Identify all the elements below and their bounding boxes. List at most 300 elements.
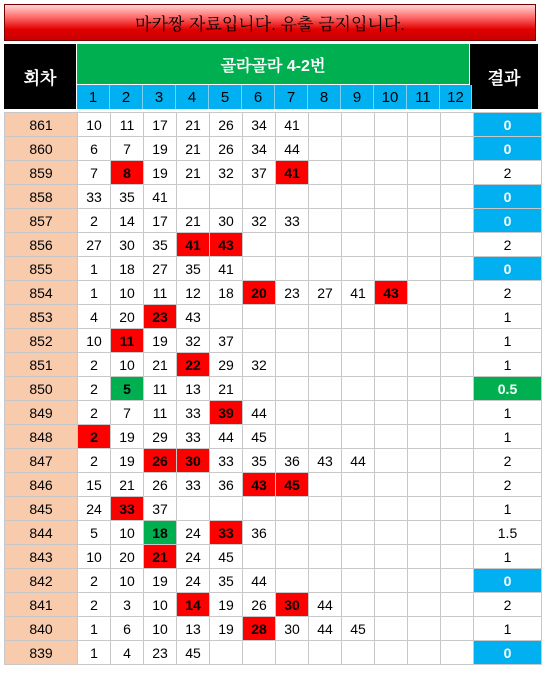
highlighted-number-cell: 11	[111, 329, 144, 353]
number-cell	[309, 545, 342, 569]
number-cell	[309, 329, 342, 353]
column-number-11: 11	[407, 85, 440, 109]
number-cell	[342, 641, 375, 665]
number-cell	[276, 233, 309, 257]
number-cell: 2	[78, 209, 111, 233]
number-cell	[441, 449, 474, 473]
number-cell	[408, 641, 441, 665]
number-cell: 45	[342, 617, 375, 641]
table-row	[5, 281, 542, 305]
number-cell: 45	[177, 641, 210, 665]
number-cell	[375, 161, 408, 185]
table-row	[5, 401, 542, 425]
number-cell	[375, 473, 408, 497]
highlighted-number-cell: 33	[210, 521, 243, 545]
number-cell	[375, 137, 408, 161]
number-cell	[441, 617, 474, 641]
result-cell: 0	[474, 569, 542, 593]
number-cell: 44	[243, 569, 276, 593]
highlighted-number-cell: 26	[144, 449, 177, 473]
number-cell	[441, 353, 474, 377]
number-cell	[441, 281, 474, 305]
column-number-10: 10	[374, 85, 407, 109]
number-cell: 10	[144, 593, 177, 617]
highlighted-number-cell: 41	[276, 161, 309, 185]
column-number-12: 12	[440, 85, 472, 109]
highlighted-number-cell: 43	[210, 233, 243, 257]
number-cell	[408, 521, 441, 545]
number-cell	[408, 617, 441, 641]
number-cell: 12	[177, 281, 210, 305]
table-row	[5, 569, 542, 593]
number-cell: 35	[144, 233, 177, 257]
number-cell	[408, 425, 441, 449]
number-cell	[276, 185, 309, 209]
number-cell	[441, 209, 474, 233]
number-cell: 27	[309, 281, 342, 305]
number-cell: 37	[210, 329, 243, 353]
number-cell	[375, 449, 408, 473]
highlighted-number-cell: 8	[111, 161, 144, 185]
number-cell	[210, 305, 243, 329]
number-cell: 18	[111, 257, 144, 281]
number-cell	[276, 353, 309, 377]
number-cell: 10	[111, 281, 144, 305]
highlighted-number-cell: 30	[177, 449, 210, 473]
number-cell	[309, 473, 342, 497]
number-cell	[375, 641, 408, 665]
number-cell: 33	[78, 185, 111, 209]
round-cell: 852	[5, 329, 78, 353]
table-row	[5, 473, 542, 497]
highlighted-number-cell: 23	[144, 305, 177, 329]
number-cell: 27	[78, 233, 111, 257]
round-cell: 854	[5, 281, 78, 305]
number-cell: 19	[111, 449, 144, 473]
round-cell: 860	[5, 137, 78, 161]
number-cell	[408, 185, 441, 209]
number-cell: 37	[144, 497, 177, 521]
number-cell: 2	[78, 449, 111, 473]
number-cell: 41	[342, 281, 375, 305]
table-row	[5, 617, 542, 641]
number-cell: 24	[177, 569, 210, 593]
number-cell: 11	[144, 281, 177, 305]
number-cell	[309, 233, 342, 257]
number-cell: 10	[111, 521, 144, 545]
number-cell: 34	[243, 137, 276, 161]
round-cell: 856	[5, 233, 78, 257]
number-cell	[375, 305, 408, 329]
number-cell	[276, 401, 309, 425]
table-row	[5, 449, 542, 473]
number-cell	[408, 449, 441, 473]
highlighted-number-cell: 20	[243, 281, 276, 305]
number-cell	[309, 521, 342, 545]
number-cell	[243, 377, 276, 401]
number-cell: 36	[243, 521, 276, 545]
round-header: 회차	[4, 44, 76, 109]
highlighted-number-cell: 14	[177, 593, 210, 617]
table-row	[5, 305, 542, 329]
number-cell: 21	[177, 113, 210, 137]
number-cell: 44	[309, 593, 342, 617]
number-cell: 21	[177, 161, 210, 185]
number-cell	[441, 521, 474, 545]
number-cell	[243, 233, 276, 257]
table-row	[5, 137, 542, 161]
number-cell	[408, 569, 441, 593]
highlighted-number-cell: 21	[144, 545, 177, 569]
number-cell: 10	[111, 353, 144, 377]
result-cell: 2	[474, 161, 542, 185]
result-cell: 1	[474, 425, 542, 449]
result-header: 결과	[470, 44, 538, 109]
number-cell: 19	[144, 161, 177, 185]
number-cell	[342, 521, 375, 545]
number-cell	[408, 473, 441, 497]
number-cell: 23	[276, 281, 309, 305]
number-cell: 26	[243, 593, 276, 617]
number-cell: 1	[78, 281, 111, 305]
number-cell	[375, 401, 408, 425]
number-cell	[342, 593, 375, 617]
number-cell: 43	[309, 449, 342, 473]
number-cell: 21	[144, 353, 177, 377]
number-cell	[375, 353, 408, 377]
number-cell	[375, 233, 408, 257]
highlighted-number-cell: 30	[276, 593, 309, 617]
number-cell	[342, 185, 375, 209]
number-cell: 2	[78, 353, 111, 377]
number-cell: 30	[210, 209, 243, 233]
number-cell	[342, 113, 375, 137]
result-cell: 1	[474, 497, 542, 521]
round-cell: 851	[5, 353, 78, 377]
result-cell: 0.5	[474, 377, 542, 401]
table-row	[5, 209, 542, 233]
number-cell: 29	[210, 353, 243, 377]
round-cell: 848	[5, 425, 78, 449]
result-cell: 2	[474, 281, 542, 305]
table-row	[5, 329, 542, 353]
number-cell	[276, 329, 309, 353]
number-cell	[375, 377, 408, 401]
result-cell: 0	[474, 257, 542, 281]
number-cell: 11	[144, 401, 177, 425]
number-cell: 35	[177, 257, 210, 281]
number-cell: 34	[243, 113, 276, 137]
banner-title: 마카짱 자료입니다. 유출 금지입니다.	[4, 4, 536, 41]
number-cell: 21	[210, 377, 243, 401]
number-cell: 6	[78, 137, 111, 161]
number-cell	[309, 569, 342, 593]
number-cell	[375, 113, 408, 137]
number-cell	[375, 209, 408, 233]
number-cell: 18	[210, 281, 243, 305]
number-cell: 45	[210, 545, 243, 569]
number-cell	[375, 329, 408, 353]
number-cell	[309, 353, 342, 377]
number-cell	[441, 497, 474, 521]
table-row	[5, 521, 542, 545]
table-row	[5, 113, 542, 137]
number-cell	[441, 161, 474, 185]
round-cell: 861	[5, 113, 78, 137]
table-row	[5, 233, 542, 257]
number-cell	[243, 305, 276, 329]
number-cell	[441, 473, 474, 497]
number-cell: 44	[243, 401, 276, 425]
number-cell: 6	[111, 617, 144, 641]
round-cell: 840	[5, 617, 78, 641]
column-number-3: 3	[143, 85, 176, 109]
result-cell: 1	[474, 353, 542, 377]
number-cell	[276, 305, 309, 329]
number-cell	[408, 497, 441, 521]
number-cell	[408, 257, 441, 281]
column-number-7: 7	[275, 85, 308, 109]
number-cell	[177, 185, 210, 209]
number-cell	[408, 329, 441, 353]
number-cell	[441, 137, 474, 161]
number-cell: 29	[144, 425, 177, 449]
number-cell: 41	[144, 185, 177, 209]
number-cell	[309, 377, 342, 401]
result-cell: 2	[474, 233, 542, 257]
table-row	[5, 161, 542, 185]
number-cell	[375, 545, 408, 569]
result-cell: 1	[474, 305, 542, 329]
number-cell	[309, 185, 342, 209]
number-cell	[441, 425, 474, 449]
number-cell	[309, 641, 342, 665]
number-cell	[210, 497, 243, 521]
round-cell: 844	[5, 521, 78, 545]
number-cell	[276, 569, 309, 593]
number-cell	[375, 497, 408, 521]
number-cell: 1	[78, 617, 111, 641]
number-cell	[342, 305, 375, 329]
round-cell: 842	[5, 569, 78, 593]
number-cell: 4	[78, 305, 111, 329]
number-cell: 30	[276, 617, 309, 641]
number-cell	[342, 473, 375, 497]
number-cell: 26	[210, 137, 243, 161]
number-cell: 36	[276, 449, 309, 473]
round-cell: 849	[5, 401, 78, 425]
number-cell	[408, 209, 441, 233]
number-cell	[177, 497, 210, 521]
number-cell: 33	[177, 425, 210, 449]
number-cell: 7	[111, 401, 144, 425]
number-cell: 32	[243, 353, 276, 377]
result-cell: 0	[474, 113, 542, 137]
number-cell	[342, 353, 375, 377]
result-cell: 1	[474, 617, 542, 641]
number-cell	[276, 641, 309, 665]
column-number-5: 5	[209, 85, 242, 109]
result-cell: 1	[474, 401, 542, 425]
result-cell: 2	[474, 449, 542, 473]
highlighted-number-cell: 2	[78, 425, 111, 449]
table-title: 골라골라 4-2번	[77, 44, 469, 84]
number-cell: 1	[78, 257, 111, 281]
table-row	[5, 497, 542, 521]
number-cell	[342, 401, 375, 425]
highlighted-number-cell: 5	[111, 377, 144, 401]
highlighted-number-cell: 43	[375, 281, 408, 305]
number-cell	[309, 257, 342, 281]
number-cell	[408, 233, 441, 257]
table-row	[5, 425, 542, 449]
round-cell: 855	[5, 257, 78, 281]
number-cell	[309, 425, 342, 449]
number-cell: 7	[78, 161, 111, 185]
round-cell: 858	[5, 185, 78, 209]
number-cell: 24	[177, 545, 210, 569]
number-cell	[276, 545, 309, 569]
number-cell: 19	[210, 593, 243, 617]
number-cell	[342, 161, 375, 185]
number-cell	[441, 545, 474, 569]
number-cell: 19	[144, 137, 177, 161]
result-cell: 1	[474, 545, 542, 569]
number-cell: 24	[177, 521, 210, 545]
highlighted-number-cell: 45	[276, 473, 309, 497]
number-cell	[309, 161, 342, 185]
round-cell: 839	[5, 641, 78, 665]
column-number-1: 1	[77, 85, 110, 109]
number-cell	[342, 209, 375, 233]
round-cell: 857	[5, 209, 78, 233]
result-cell: 2	[474, 473, 542, 497]
highlighted-number-cell: 22	[177, 353, 210, 377]
number-cell	[342, 425, 375, 449]
number-cell	[375, 257, 408, 281]
number-cell	[408, 305, 441, 329]
number-cell: 21	[177, 209, 210, 233]
number-cell	[276, 425, 309, 449]
highlighted-number-cell: 18	[144, 521, 177, 545]
table-row	[5, 593, 542, 617]
round-cell: 841	[5, 593, 78, 617]
number-cell: 10	[78, 113, 111, 137]
column-number-6: 6	[242, 85, 275, 109]
number-cell: 11	[144, 377, 177, 401]
column-number-2: 2	[110, 85, 143, 109]
number-cell: 3	[111, 593, 144, 617]
number-cell: 14	[111, 209, 144, 233]
number-cell	[210, 185, 243, 209]
number-cell: 37	[243, 161, 276, 185]
number-cell: 10	[144, 617, 177, 641]
column-number-9: 9	[341, 85, 374, 109]
number-cell	[309, 305, 342, 329]
number-cell: 17	[144, 113, 177, 137]
number-cell	[342, 377, 375, 401]
number-cell	[309, 497, 342, 521]
number-cell	[342, 137, 375, 161]
number-cell: 33	[177, 473, 210, 497]
number-cell: 26	[144, 473, 177, 497]
number-cell: 27	[144, 257, 177, 281]
number-cell	[309, 401, 342, 425]
column-number-4: 4	[176, 85, 209, 109]
number-cell	[408, 401, 441, 425]
number-cell	[276, 377, 309, 401]
number-cell	[375, 617, 408, 641]
number-cell: 43	[177, 305, 210, 329]
number-cell	[276, 497, 309, 521]
number-cell: 2	[78, 569, 111, 593]
number-cell	[408, 161, 441, 185]
number-cell	[243, 329, 276, 353]
number-cell	[375, 521, 408, 545]
result-cell: 1.5	[474, 521, 542, 545]
number-cell	[276, 521, 309, 545]
number-cell	[375, 593, 408, 617]
number-cell	[441, 185, 474, 209]
number-cell	[408, 377, 441, 401]
result-cell: 0	[474, 137, 542, 161]
number-cell: 35	[111, 185, 144, 209]
number-cell	[342, 257, 375, 281]
number-cell: 5	[78, 521, 111, 545]
number-cell	[375, 425, 408, 449]
number-cell: 45	[243, 425, 276, 449]
highlighted-number-cell: 28	[243, 617, 276, 641]
result-cell: 0	[474, 209, 542, 233]
round-cell: 859	[5, 161, 78, 185]
number-cell	[309, 209, 342, 233]
number-cell	[243, 185, 276, 209]
number-cell	[408, 593, 441, 617]
number-cell: 13	[177, 617, 210, 641]
result-cell: 0	[474, 641, 542, 665]
number-cell	[309, 137, 342, 161]
number-cell: 44	[276, 137, 309, 161]
number-cell: 20	[111, 545, 144, 569]
number-cell	[243, 641, 276, 665]
number-cell: 32	[243, 209, 276, 233]
number-cell: 2	[78, 401, 111, 425]
number-cell: 35	[210, 569, 243, 593]
number-cell	[441, 113, 474, 137]
number-cell	[375, 185, 408, 209]
number-cell: 10	[78, 329, 111, 353]
number-cell: 30	[111, 233, 144, 257]
number-cell	[408, 353, 441, 377]
number-cell	[342, 497, 375, 521]
number-cell	[441, 641, 474, 665]
number-cell: 2	[78, 377, 111, 401]
number-cell: 20	[111, 305, 144, 329]
round-cell: 843	[5, 545, 78, 569]
number-cell	[441, 401, 474, 425]
round-cell: 850	[5, 377, 78, 401]
highlighted-number-cell: 39	[210, 401, 243, 425]
number-cell	[276, 257, 309, 281]
number-cell: 24	[78, 497, 111, 521]
number-cell: 19	[144, 329, 177, 353]
table-row	[5, 545, 542, 569]
number-cell	[441, 593, 474, 617]
number-cell: 33	[177, 401, 210, 425]
number-cell: 1	[78, 641, 111, 665]
number-cell	[342, 233, 375, 257]
number-cell	[342, 545, 375, 569]
